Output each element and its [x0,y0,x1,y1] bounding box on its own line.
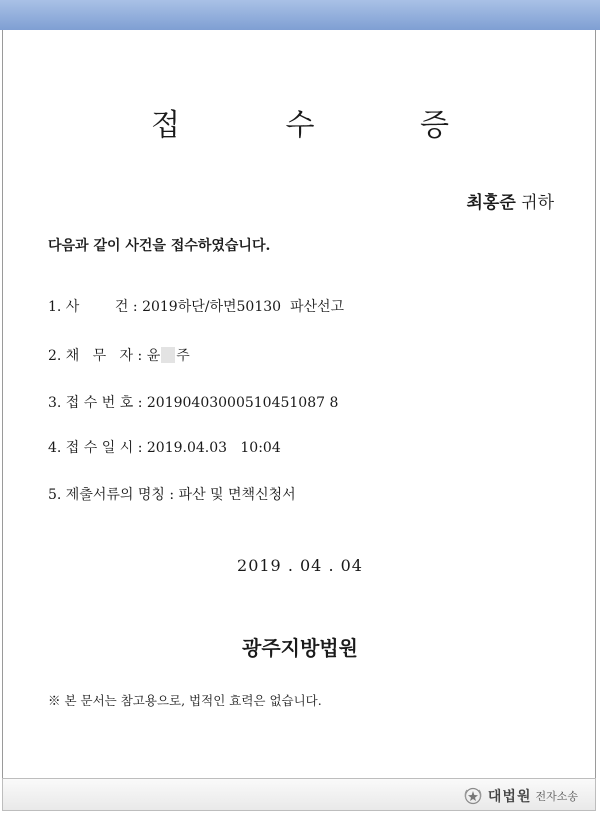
recipient-suffix: 귀하 [515,193,554,213]
debtor-name-suffix: 주 [176,348,190,364]
item-case [48,296,344,316]
item-label: 2. 채 무 자 : [48,348,147,364]
brand-subtitle: 전자소송 [535,790,578,803]
intro-text: 다음과 같이 사건을 접수하였습니다. [48,238,271,254]
window-top-bar [0,0,600,30]
item-label: 3. 접 수 번 호 : [48,395,147,411]
brand-logo [462,786,578,806]
item-value: 2019하단/하면50130 파산선고 [142,299,345,315]
redacted-mask [161,347,175,363]
item-receipt-datetime [48,437,281,457]
document-title: 접 수 증 [150,108,497,143]
item-value: 2019.04.03 10:04 [146,440,281,456]
disclaimer-note: ※ 본 문서는 참고용으로, 법적인 효력은 없습니다. [48,693,322,708]
item-debtor [48,345,190,365]
recipient [466,188,554,213]
item-label: 4. 접 수 일 시 : [48,440,147,456]
debtor-name-prefix: 윤 [146,348,161,364]
issue-date: 2019 . 04 . 04 [237,556,363,575]
recipient-name: 최홍준 [466,193,516,213]
court-emblem-icon [462,786,484,806]
item-document-name [48,484,296,504]
item-value: 20190403000510451087 8 [146,395,339,411]
brand-name: 대법원 [487,789,532,805]
court-name: 광주지방법원 [242,636,358,660]
item-receipt-number [48,392,338,412]
item-label: 5. 제출서류의 명칭 : [48,487,179,503]
item-label: 1. 사 건 : [48,299,143,315]
item-value: 파산 및 면책신청서 [178,487,296,503]
